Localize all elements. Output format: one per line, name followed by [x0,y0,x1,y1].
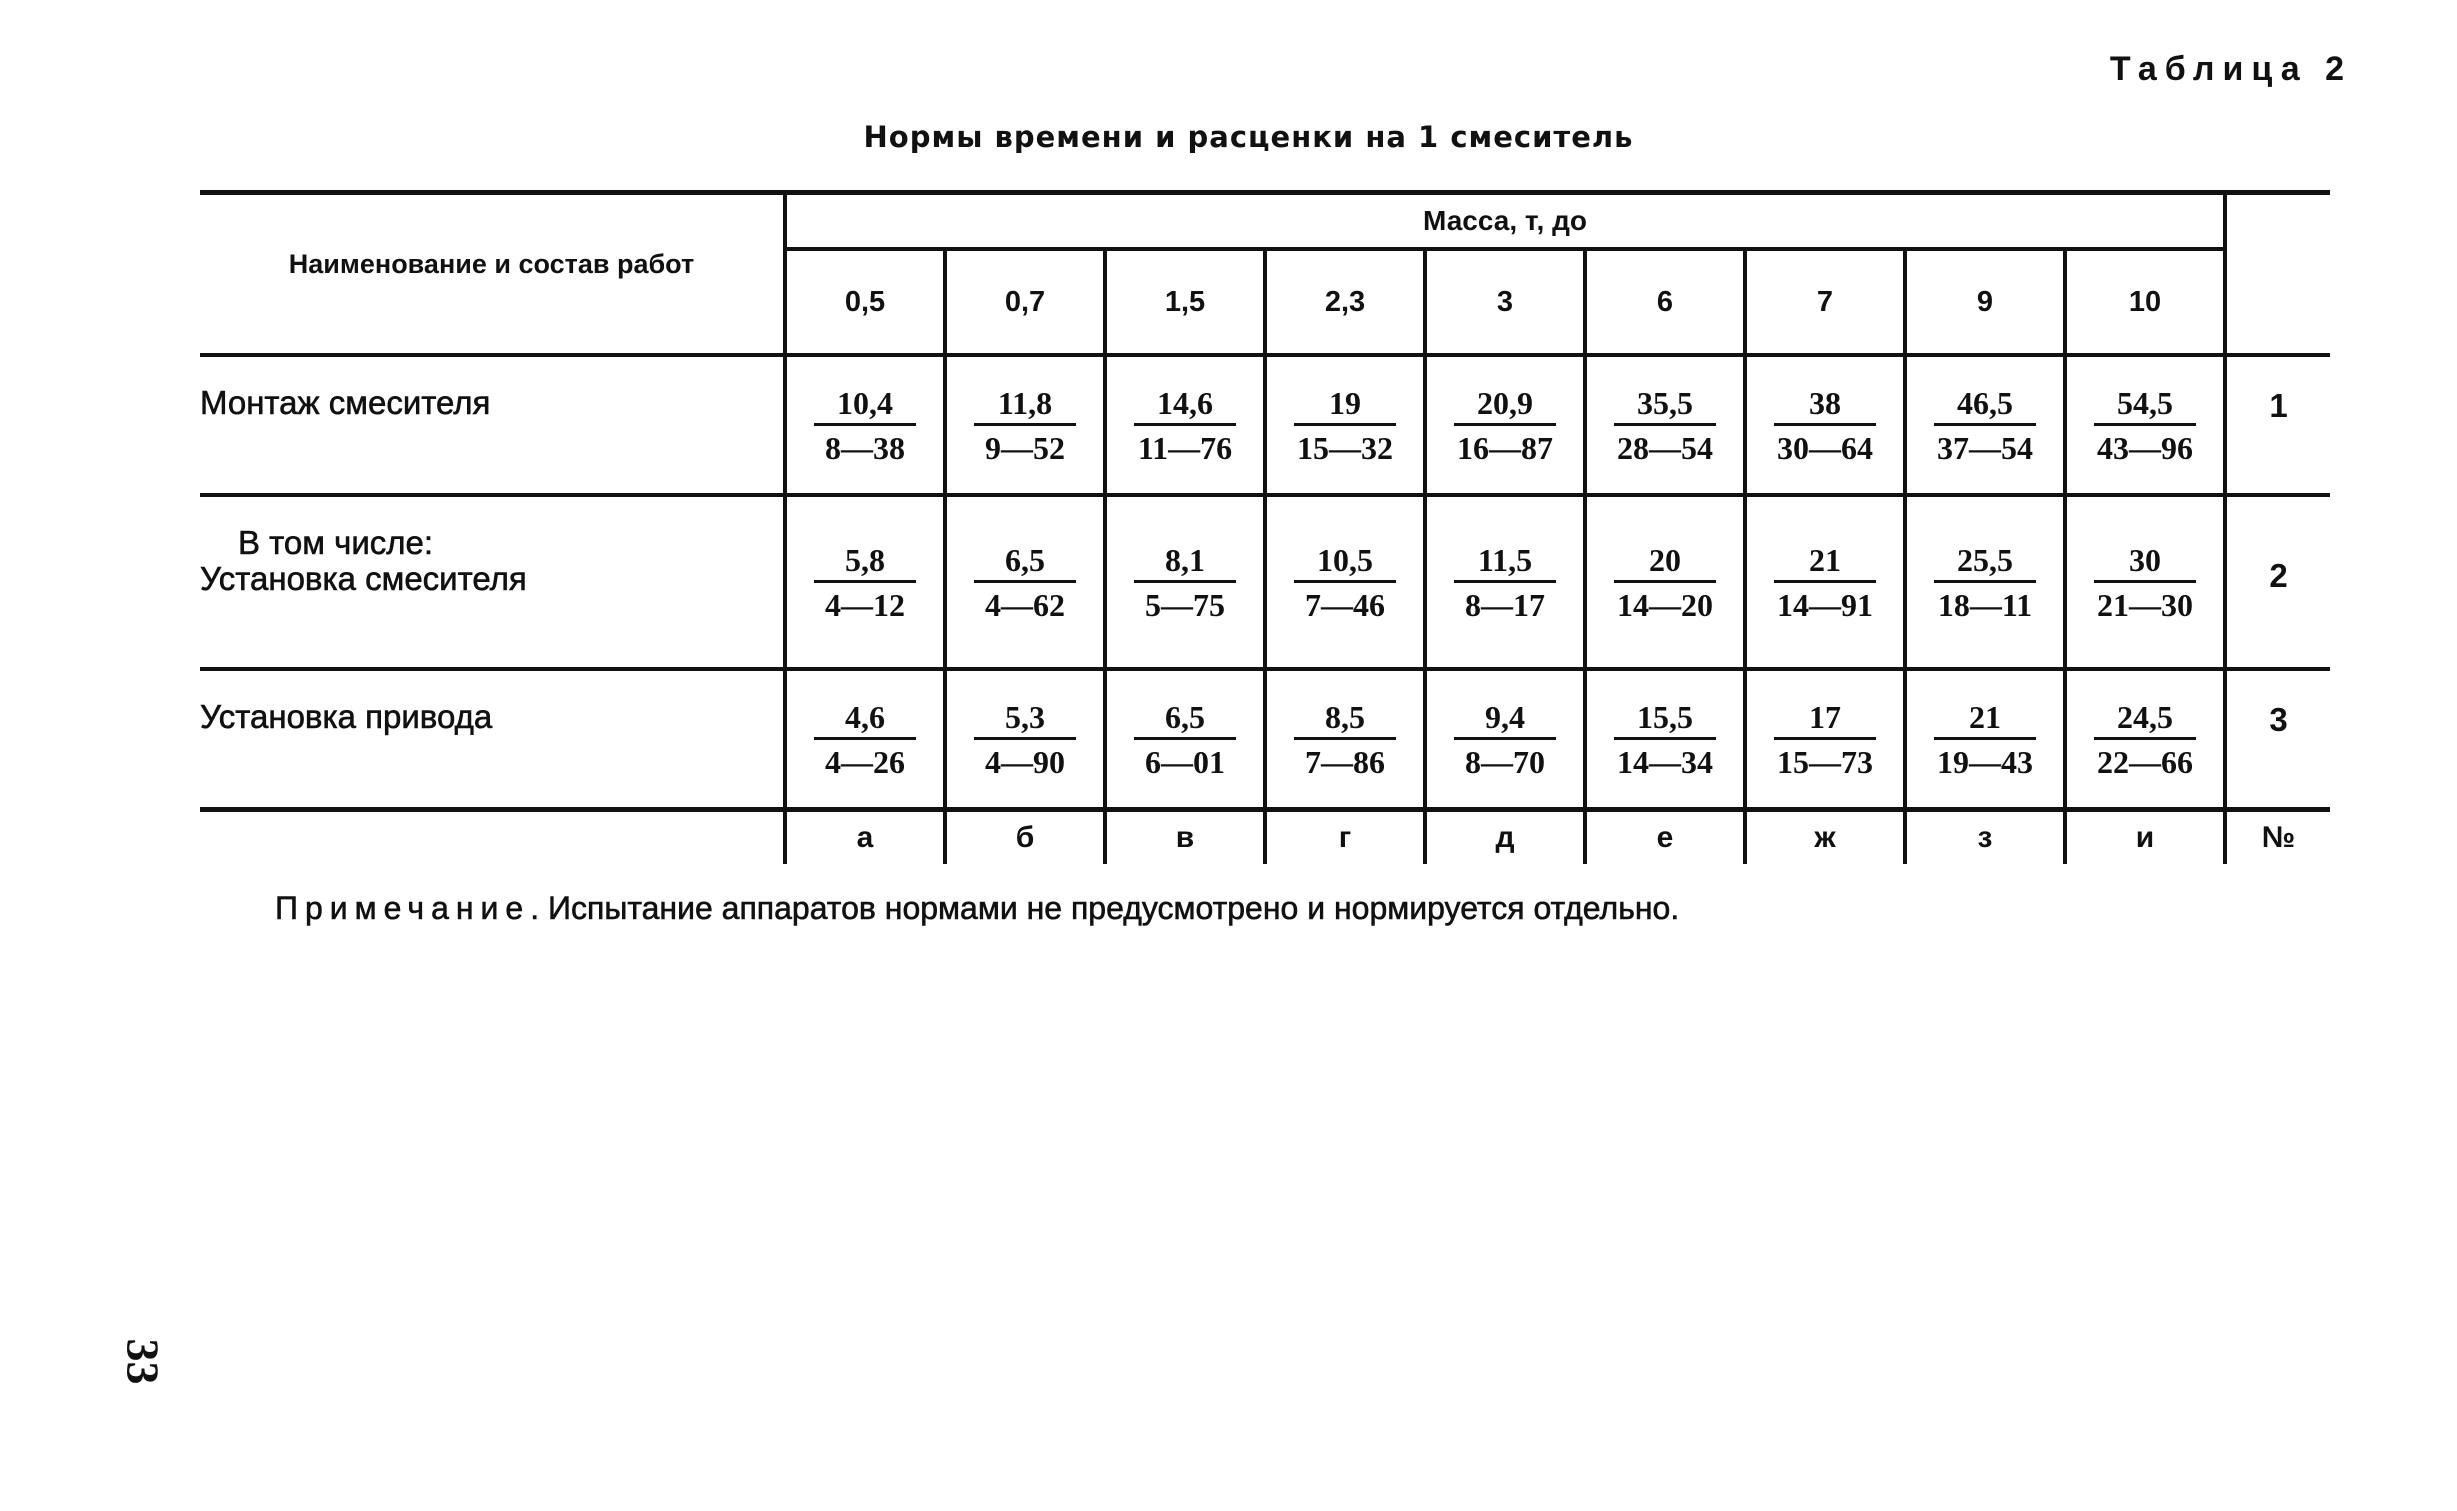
value-cell [1265,495,1425,669]
norm-price-fraction [1294,383,1396,468]
norm-price-fraction [1134,383,1236,468]
value-cell [1745,669,1905,810]
table-row [200,355,2330,495]
time-norm: 20 [1614,540,1716,583]
row-name-line: Монтаж смесителя [200,384,491,421]
value-cell [1745,495,1905,669]
time-norm: 21 [1934,697,2036,740]
value-cell [785,355,945,495]
norm-price-fraction [1614,540,1716,625]
price-rate: 4—12 [825,586,905,623]
time-norm: 10,4 [814,383,916,426]
column-letter: з [1905,810,2065,865]
norm-price-fraction [2094,383,2196,468]
price-rate: 14—34 [1617,743,1713,780]
row-number: 1 [2225,355,2330,495]
norm-price-fraction [1774,383,1876,468]
header-mass-value: 6 [1585,249,1745,355]
time-norm: 24,5 [2094,697,2196,740]
norm-price-fraction [1134,540,1236,625]
value-cell [2065,495,2225,669]
norm-price-fraction [1774,697,1876,782]
row-number: 3 [2225,669,2330,810]
header-mass-value: 7 [1745,249,1905,355]
value-cell [945,495,1105,669]
price-rate: 7—46 [1305,586,1385,623]
price-rate: 14—20 [1617,586,1713,623]
time-norm: 6,5 [1134,697,1236,740]
time-norm: 5,8 [814,540,916,583]
row-name [200,669,785,810]
value-cell [1585,355,1745,495]
column-letter: г [1265,810,1425,865]
time-norm: 11,5 [1454,540,1556,583]
time-norm: 21 [1774,540,1876,583]
time-norm: 4,6 [814,697,916,740]
row-name-line: Установка привода [200,698,493,735]
price-rate: 4—62 [985,586,1065,623]
time-norm: 9,4 [1454,697,1556,740]
norm-price-fraction [814,383,916,468]
norm-price-fraction [1934,697,2036,782]
time-norm: 35,5 [1614,383,1716,426]
norm-price-fraction [1454,383,1556,468]
price-rate: 21—30 [2097,586,2193,623]
norm-price-fraction [2094,697,2196,782]
norm-price-fraction [974,383,1076,468]
table-title: Нормы времени и расценки на 1 смеситель [863,120,1634,154]
norms-table [200,190,2330,864]
value-cell [2065,669,2225,810]
note-lead: Примечание [275,890,531,926]
price-rate: 14—91 [1777,586,1873,623]
norm-price-fraction [1614,697,1716,782]
value-cell [1425,669,1585,810]
row-name [200,495,785,669]
column-letters-row [200,810,2330,865]
price-rate: 30—64 [1777,429,1873,466]
value-cell [945,669,1105,810]
table-label: Таблица 2 [2109,50,2352,88]
time-norm: 46,5 [1934,383,2036,426]
time-norm: 19 [1294,383,1396,426]
time-norm: 14,6 [1134,383,1236,426]
norm-price-fraction [1294,697,1396,782]
price-rate: 8—17 [1465,586,1545,623]
value-cell [1105,669,1265,810]
norm-price-fraction [1774,540,1876,625]
row-name [200,355,785,495]
value-cell [945,355,1105,495]
value-cell [1745,355,1905,495]
norm-price-fraction [1454,540,1556,625]
price-rate: 18—11 [1937,586,2033,623]
value-cell [1425,495,1585,669]
note [275,890,1679,927]
header-row-mass [200,193,2330,250]
value-cell [785,495,945,669]
price-rate: 4—26 [825,743,905,780]
header-mass-value: 0,7 [945,249,1105,355]
table-row [200,495,2330,669]
price-rate: 5—75 [1145,586,1225,623]
row-name-line: Установка смесителя [200,560,527,597]
time-norm: 20,9 [1454,383,1556,426]
column-letter: а [785,810,945,865]
time-norm: 10,5 [1294,540,1396,583]
value-cell [1105,355,1265,495]
norm-price-fraction [1934,540,2036,625]
column-letter: и [2065,810,2225,865]
price-rate: 28—54 [1617,429,1713,466]
time-norm: 5,3 [974,697,1076,740]
column-letter: в [1105,810,1265,865]
time-norm: 25,5 [1934,540,2036,583]
price-rate: 8—38 [825,429,905,466]
price-rate: 22—66 [2097,743,2193,780]
price-rate: 7—86 [1305,743,1385,780]
time-norm: 30 [2094,540,2196,583]
row-name-subheading: В том числе: [238,524,434,561]
norm-price-fraction [1294,540,1396,625]
value-cell [1905,355,2065,495]
norm-price-fraction [814,697,916,782]
price-rate: 37—54 [1937,429,2033,466]
table-row [200,669,2330,810]
time-norm: 38 [1774,383,1876,426]
value-cell [1585,495,1745,669]
value-cell [1905,669,2065,810]
header-mass-value: 9 [1905,249,2065,355]
number-sign: № [2225,810,2330,865]
price-rate: 19—43 [1937,743,2033,780]
price-rate: 16—87 [1457,429,1553,466]
norm-price-fraction [1454,697,1556,782]
norm-price-fraction [974,697,1076,782]
price-rate: 11—76 [1137,429,1233,466]
time-norm: 17 [1774,697,1876,740]
norm-price-fraction [2094,540,2196,625]
column-letter: б [945,810,1105,865]
value-cell [2065,355,2225,495]
header-mass-value: 0,5 [785,249,945,355]
price-rate: 15—73 [1777,743,1873,780]
time-norm: 11,8 [974,383,1076,426]
header-mass-value: 3 [1425,249,1585,355]
value-cell [1585,669,1745,810]
norm-price-fraction [814,540,916,625]
time-norm: 54,5 [2094,383,2196,426]
row-number: 2 [2225,495,2330,669]
value-cell [785,669,945,810]
header-mass-value: 10 [2065,249,2225,355]
header-name-column: Наименование и состав работ [200,193,785,356]
value-cell [1265,669,1425,810]
column-letter: е [1585,810,1745,865]
header-mass-label: Масса, т, до [785,193,2225,250]
time-norm: 8,1 [1134,540,1236,583]
price-rate: 6—01 [1145,743,1225,780]
time-norm: 8,5 [1294,697,1396,740]
norm-price-fraction [974,540,1076,625]
header-number-column [2225,193,2330,356]
price-rate: 9—52 [985,429,1065,466]
norm-price-fraction [1134,697,1236,782]
note-text: . Испытание аппаратов нормами не предусмотрено и нормируется отдельно. [530,890,1680,926]
time-norm: 15,5 [1614,697,1716,740]
footer-blank [200,810,785,865]
price-rate: 8—70 [1465,743,1545,780]
value-cell [1905,495,2065,669]
page-number: 33 [117,1338,169,1385]
header-mass-value: 2,3 [1265,249,1425,355]
value-cell [1105,495,1265,669]
header-mass-value: 1,5 [1105,249,1265,355]
price-rate: 4—90 [985,743,1065,780]
norm-price-fraction [1614,383,1716,468]
value-cell [1425,355,1585,495]
value-cell [1265,355,1425,495]
column-letter: ж [1745,810,1905,865]
column-letter: д [1425,810,1585,865]
price-rate: 15—32 [1297,429,1393,466]
time-norm: 6,5 [974,540,1076,583]
norm-price-fraction [1934,383,2036,468]
price-rate: 43—96 [2097,429,2193,466]
